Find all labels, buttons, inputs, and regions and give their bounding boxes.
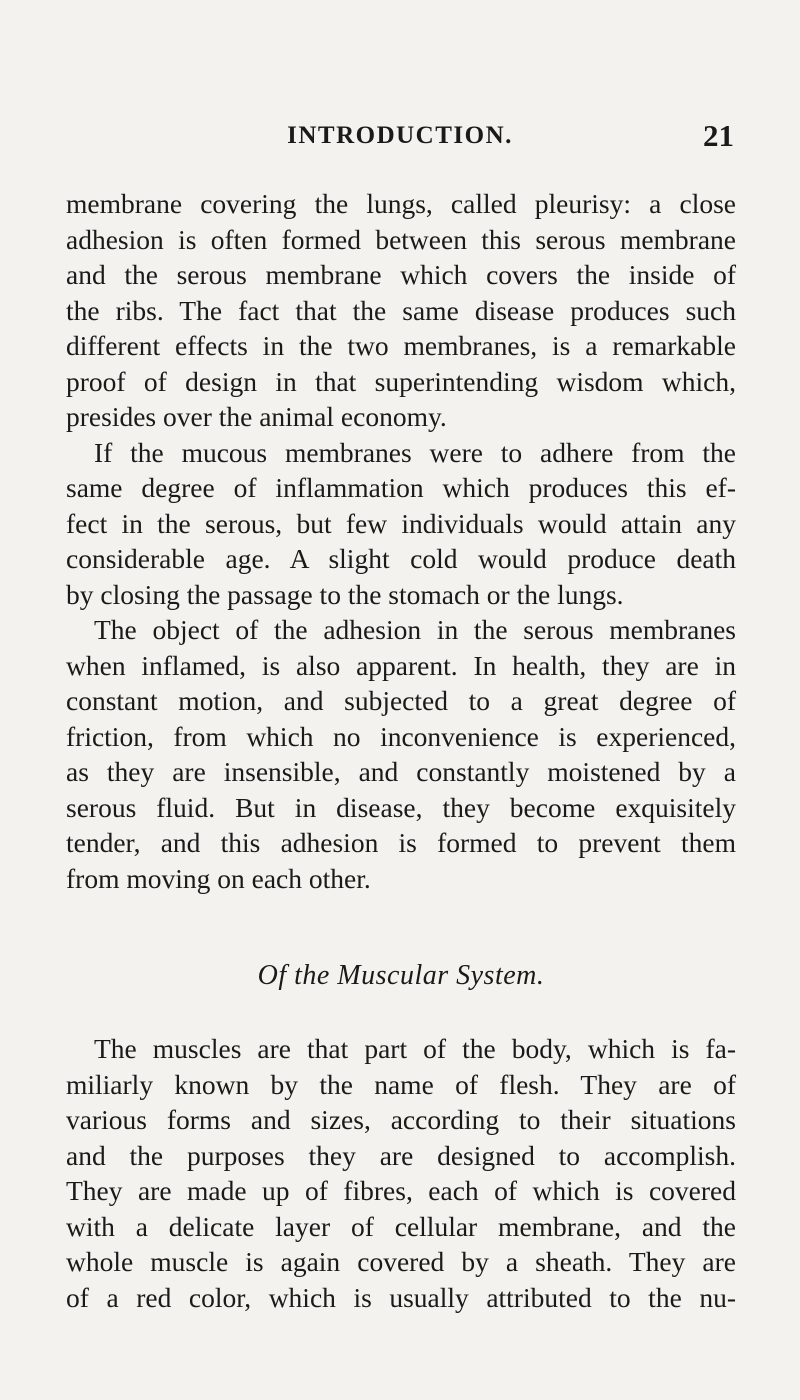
text-line: They are made up of fibres, each of which is covered (66, 1175, 736, 1206)
page-header (66, 118, 734, 162)
running-head: INTRODUCTION. (287, 122, 513, 149)
text-line: different effects in the two membranes, is a remarkable (66, 330, 736, 361)
paragraph (66, 435, 736, 613)
text-line: with a delicate layer of cellular membrane, and the (66, 1210, 736, 1242)
text-line: presides over the animal economy. (66, 401, 447, 432)
text-line: The object of the adhesion in the serous membranes (94, 614, 736, 645)
text-line: tender, and this adhesion is formed to prevent them (66, 827, 736, 858)
paragraph (66, 612, 736, 896)
text-line: of a red color, which is usually attributed to the nu- (66, 1281, 736, 1313)
text-line: membrane covering the lungs, called pleurisy: a close (66, 188, 736, 219)
text-line: If the mucous membranes were to adhere from the (94, 436, 736, 468)
section-heading: Of the Muscular System. (257, 960, 545, 991)
text-line: by closing the passage to the stomach or the lungs. (66, 578, 624, 610)
text-line: as they are insensible, and constantly moistened by a (66, 756, 736, 787)
text-line: the ribs. The fact that the same disease produces such (66, 294, 736, 326)
paragraph (66, 1031, 736, 1315)
text-line: constant motion, and subjected to a great degree of (66, 685, 736, 716)
text-line: adhesion is often formed between this serous membrane (66, 223, 736, 255)
paragraph (66, 186, 736, 435)
text-line: from moving on each other. (66, 862, 371, 894)
text-line: The muscles are that part of the body, which is fa- (94, 1033, 736, 1064)
text-line: various forms and sizes, according to their situations (66, 1104, 736, 1135)
text-line: and the serous membrane which covers the inside of (66, 259, 736, 290)
text-line: proof of design in that superintending wisdom which, (66, 365, 736, 397)
text-line: whole muscle is again covered by a sheath. They are (66, 1246, 736, 1277)
text-line: friction, from which no inconvenience is experienced, (66, 720, 736, 752)
text-line: considerable age. A slight cold would produce death (66, 543, 736, 574)
text-line: serous fluid. But in disease, they become exquisitely (66, 791, 736, 823)
body-text (66, 186, 736, 1315)
text-line: miliarly known by the name of flesh. They are of (66, 1068, 736, 1100)
text-line: when inflamed, is also apparent. In health, they are in (66, 649, 736, 681)
text-line: same degree of inflammation which produces this ef- (66, 472, 736, 503)
text-line: fect in the serous, but few individuals would attain any (66, 507, 736, 539)
page-number: 21 (703, 118, 734, 153)
text-line: and the purposes they are designed to accomplish. (66, 1139, 736, 1171)
